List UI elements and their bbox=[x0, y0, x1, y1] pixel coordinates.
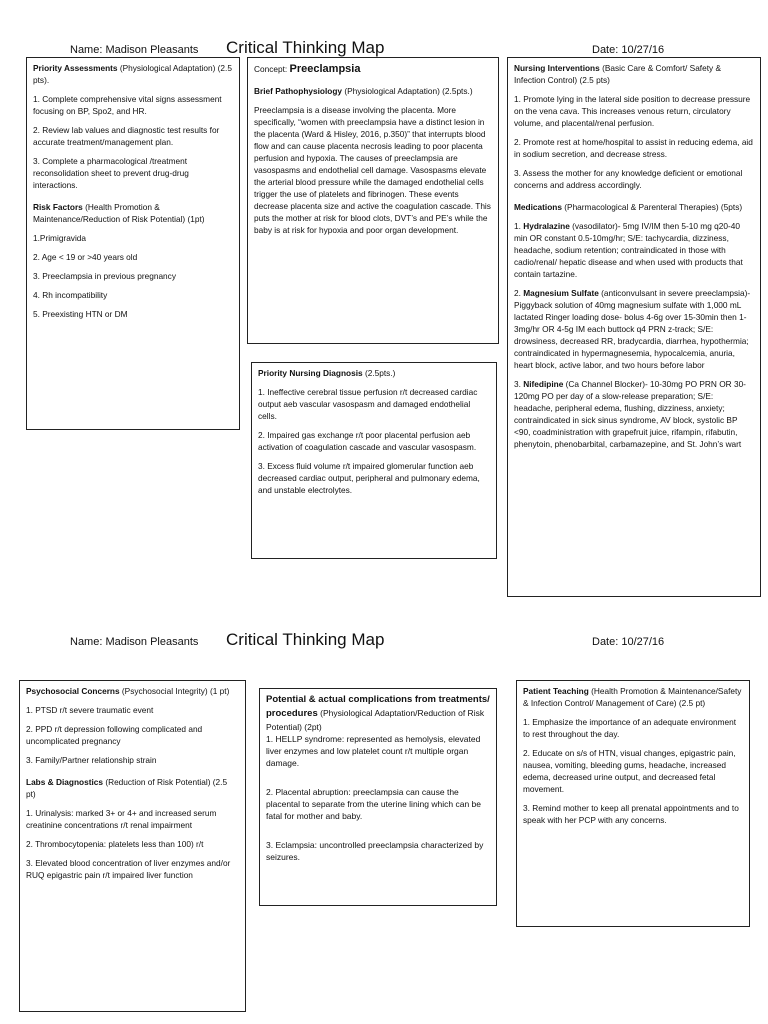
complications-box bbox=[259, 688, 497, 906]
nursing-diagnosis-subheading: (2.5pts.) bbox=[364, 368, 396, 378]
list-item: 1. PTSD r/t severe traumatic event bbox=[26, 705, 154, 716]
medications-subheading: (Pharmacological & Parenteral Therapies) (5pts) bbox=[564, 202, 743, 213]
list-item: 1. Complete comprehensive vital signs assessment focusing on BP, Spo2, and HR. bbox=[33, 94, 222, 117]
patient-teaching-heading: Patient Teaching bbox=[523, 686, 589, 696]
list-item: 2. Placental abruption: preeclampsia can cause the placental to separate from the uterine lining which can be fatal for mother and baby. bbox=[266, 786, 481, 822]
concept-label: Concept: bbox=[254, 64, 288, 74]
list-item: 3. Remind mother to keep all prenatal appointments and to speak with her PCP with any concerns. bbox=[523, 803, 739, 826]
risk-factors-subheading: (Health Promotion & Maintenance/Reduction of Risk Potential) (1pt) bbox=[33, 202, 205, 225]
list-item: 3. Eclampsia: uncontrolled preeclampsia characterized by seizures. bbox=[266, 839, 484, 863]
psychosocial-heading: Psychosocial Concerns bbox=[26, 686, 120, 696]
list-item: 3. Complete a pharmacological /treatment reconsolidation sheet to prevent drug-drug interactions. bbox=[33, 156, 189, 191]
list-item: 5. Preexisting HTN or DM bbox=[33, 309, 128, 320]
list-item: 2. Impaired gas exchange r/t poor placental perfusion aeb activation of coagulation cascade and vascular vasospasm. bbox=[258, 430, 477, 453]
nursing-interventions-subheading: (Basic Care & Comfort/ Safety & Infection Control) (2.5 pts) bbox=[514, 63, 722, 86]
patient-teaching-box bbox=[516, 680, 750, 927]
complications-heading: Potential & actual complications from treatments/ procedures bbox=[266, 694, 490, 719]
student-name-page2: Name: Madison Pleasants bbox=[70, 636, 199, 648]
list-item: 4. Rh incompatibility bbox=[33, 290, 108, 301]
medications-heading: Medications bbox=[514, 202, 562, 213]
concept-box bbox=[247, 57, 499, 344]
nursing-diagnosis-heading: Priority Nursing Diagnosis bbox=[258, 368, 363, 378]
medication-item: 2. Magnesium Sulfate (anticonvulsant in severe preeclampsia)- Piggyback solution of 40mg magnesium sulfate with 1,000 mL lactated Ringer loading dose- bolus 4-6g over 15-30min then 1-3mg/hr OR 4-5g IM each buttock q4 PRN z-track; S/E: drowsiness, decreased RR, bradycardia, diarrhea, hypothermia; contraindicated in hypermagnesemia, hypocalcemia, anuria, heart block, active labor, and two hours before labor bbox=[514, 288, 751, 371]
medication-item: 3. Nifedipine (Ca Channel Blocker)- 10-30mg PO PRN OR 30-120mg PO per day of a slow-release preparation; S/E: headache, peripheral edema, flushing, dizziness, anxiety; contraindicated in sick sinus syndrome, AV block, systolic BP <90, coadministration with grapefruit juice, rifampin, rifabutin, phenytoin, phenobarbital, carbamazepine, and St. John’s wart bbox=[514, 379, 746, 450]
medication-name: Hydralazine bbox=[523, 221, 570, 232]
priority-assessments-subheading: (Physiological Adaptation) (2.5 pts). bbox=[33, 63, 232, 86]
medication-item: 1. Hydralazine (vasodilator)- 5mg IV/IM then 5-10 mg q20-40 min OR constant 0.5-10mg/hr; S/E: tachycardia, dizziness, headache, sodium retention; contraindicated in those with cadio/renal/ hepatic disease and when used with products that contain tartazine. bbox=[514, 221, 743, 280]
priority-assessments-box bbox=[26, 57, 240, 430]
medication-name: Magnesium Sulfate bbox=[523, 288, 599, 299]
list-item: 3. Excess fluid volume r/t impaired glomerular function aeb decreased cardiac output, peripheral and pulmonary edema, and unstable electrolytes. bbox=[258, 461, 480, 496]
list-item: 1. Promote lying in the lateral side position to decrease pressure on the vena cava. This increases venous return, circulatory volume, and placental/renal perfusion. bbox=[514, 94, 751, 129]
priority-assessments-heading: Priority Assessments bbox=[33, 63, 118, 73]
map-date-page2: Date: 10/27/16 bbox=[592, 636, 665, 648]
nursing-interventions-heading: Nursing Interventions bbox=[514, 63, 600, 73]
map-date: Date: 10/27/16 bbox=[592, 44, 665, 56]
list-item: 1. Emphasize the importance of an adequate environment to rest throughout the day. bbox=[523, 717, 737, 740]
risk-factors-heading: Risk Factors bbox=[33, 202, 83, 213]
student-name: Name: Madison Pleasants bbox=[70, 44, 199, 56]
concept-value: Preeclampsia bbox=[289, 63, 361, 75]
complications-subheading: (Physiological Adaptation/Reduction of Risk Potential) (2pt) bbox=[266, 707, 485, 732]
page-title-page2: Critical Thinking Map bbox=[226, 630, 385, 649]
labs-heading: Labs & Diagnostics bbox=[26, 777, 103, 788]
list-item: 3. Elevated blood concentration of liver enzymes and/or RUQ epigastric pain r/t impaired liver function bbox=[26, 858, 231, 881]
pathophysiology-heading: Brief Pathophysiology bbox=[254, 85, 343, 96]
psychosocial-subheading: (Psychosocial Integrity) (1 pt) bbox=[121, 686, 230, 696]
patient-teaching-subheading: (Health Promotion & Maintenance/Safety & Infection Control/ Management of Care) (2.5 pt) bbox=[523, 686, 742, 709]
page-title: Critical Thinking Map bbox=[226, 38, 385, 57]
list-item: 3. Assess the mother for any knowledge deficient or emotional concerns and address accordingly. bbox=[514, 168, 743, 191]
list-item: 2. Review lab values and diagnostic test results for accurate treatment/management plan. bbox=[33, 125, 220, 148]
list-item: 2. Educate on s/s of HTN, visual changes, epigastric pain, nausea, vomiting, bleeding gums, headache, increased edema, decreased urine output, and decreased fetal movement. bbox=[523, 748, 736, 795]
list-item: 1.Primigravida bbox=[33, 233, 87, 244]
nursing-diagnosis-box bbox=[251, 362, 497, 559]
medication-name: Nifedipine bbox=[523, 379, 564, 390]
list-item: 3. Family/Partner relationship strain bbox=[26, 755, 157, 766]
list-item: 2. Age < 19 or >40 years old bbox=[33, 252, 138, 263]
list-item: 1. Ineffective cerebral tissue perfusion r/t decreased cardiac output aeb vascular vasospasm and damaged endothelial cells. bbox=[258, 387, 478, 422]
psychosocial-box bbox=[19, 680, 246, 1012]
nursing-interventions-box bbox=[507, 57, 761, 597]
pathophysiology-subheading: (Physiological Adaptation) (2.5pts.) bbox=[344, 85, 473, 96]
list-item: 2. PPD r/t depression following complicated and uncomplicated pregnancy bbox=[26, 724, 203, 747]
labs-subheading: (Reduction of Risk Potential) (2.5 pt) bbox=[26, 777, 228, 800]
pathophysiology-text: Preeclampsia is a disease involving the placenta. More specifically, “women with preeclampsia have a distinct lesion in the placenta (Ward & Hisley, 2016, p.350)” that interrupts blood flow and can cause placenta necrosis leading to poor placenta perfusion and hypoxia. The causes of preeclampsia are vasospasms and endothelial cell damage. Vasospasms elevate the arterial blood pressure while the damaged endothelial cells trigger the use of platelets and fibrinogen. These events decrease placenta size and active the coagulation cascade. This puts the mother at risk for blood clots, DVT’s and PE’s while the baby is at risk for hypoxia and poor organ development. bbox=[254, 104, 491, 236]
list-item: 3. Preeclampsia in previous pregnancy bbox=[33, 271, 176, 282]
list-item: 2. Promote rest at home/hospital to assist in reducing edema, aid in sodium secretion, and decrease stress. bbox=[514, 137, 753, 160]
list-item: 1. Urinalysis: marked 3+ or 4+ and increased serum creatinine concentrations r/t renal impairment bbox=[26, 808, 217, 831]
list-item: 1. HELLP syndrome: represented as hemolysis, elevated liver enzymes and low platelet count r/t multiple organ damage. bbox=[266, 733, 481, 769]
list-item: 2. Thrombocytopenia: platelets less than 100) r/t bbox=[26, 839, 204, 850]
